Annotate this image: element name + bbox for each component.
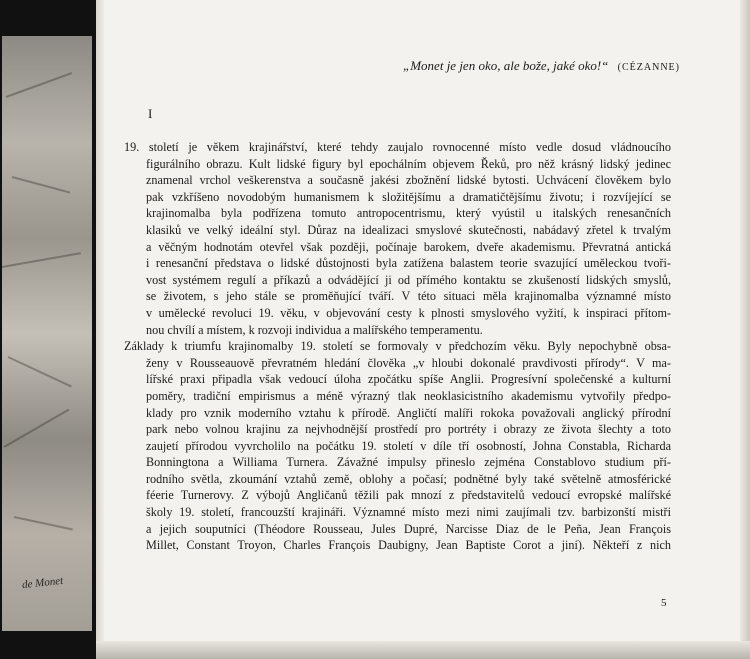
text-line: féerie Turnerovy. Z výbojů Angličanů těžili pak mnozí z představitelů vedoucí evropské malířské <box>146 488 671 503</box>
page-bottom-edge <box>96 641 750 659</box>
facing-page <box>0 0 96 659</box>
text-line: se životem, s jeho stále se proměňující tváří. V této situaci měla krajinomalba významné místo <box>146 289 671 304</box>
plate-stroke <box>4 409 70 448</box>
page-number: 5 <box>661 597 667 609</box>
epigraph-author: (CÉZANNE) <box>617 62 680 73</box>
plate-stroke <box>8 356 72 387</box>
plate-stroke <box>14 516 73 530</box>
text-line: rodního světla, zkoumání vztahů země, oblohy a počasí; podnětné byly také světelně atmosférické <box>146 471 671 486</box>
text-line: klasiků ve velký ideální styl. Důraz na idealizaci smyslové skutečnosti, nabádavý zřetel k trvalým <box>146 222 671 237</box>
body-text <box>124 139 671 554</box>
text-line: Bonningtona a Williama Turnera. Závažné impulsy přineslo zejména Constablovo studium pří- <box>146 455 671 470</box>
text-line: lířské praxi připadla však vedoucí úloha zpočátku spíše Anglii. Progresívní společenské a kulturní <box>146 372 671 387</box>
text-line: školy 19. století, francouzští krajináři. Významné místo mezi nimi zaujímali tzv. barbizonští mistři <box>146 505 671 520</box>
text-line: figurálního obrazu. Kult lidské figury byl epochálním objevem Řeků, pro něž krásný lidský jedinec <box>146 156 671 171</box>
plate-stroke <box>12 176 70 193</box>
text-line: nou chvílí a místem, k rozvoji individua a malířského temperamentu. <box>146 322 483 337</box>
text-line: a věčným hodnotám otevřel však později, počínaje barokem, dveře akademismu. Převratná antická <box>146 239 671 254</box>
text-line: i renesanční představa o lidské důstojnosti byla zatížena balastem teorie svazující uměleckou tvoři- <box>146 256 671 271</box>
page-edge <box>740 0 750 659</box>
illustration-plate <box>2 36 92 631</box>
text-line: 19. století je věkem krajinářství, které tehdy zaujalo rovnocenné místo vedle dosud vládnoucího <box>124 140 671 154</box>
text-line: v umělecké revoluci 19. věku, v objevování cesty k plnosti smyslového vyžití, k inspiraci přítom- <box>146 305 671 320</box>
epigraph <box>380 58 680 74</box>
text-line: ženy v Rousseauově převratném hledání člověka „v hloubi dokonalé pravdivosti přírody“. V ma- <box>146 355 671 370</box>
paragraph-2 <box>124 338 671 554</box>
section-number: I <box>148 106 153 121</box>
text-line: park nebo volnou krajinu za nejvhodnější prostředí pro portréty i obrazy ze života šlechty a toto <box>146 422 671 437</box>
text-line: Základy k triumfu krajinomalby 19. století se formovaly v předchozím věku. Byly nepochybně obsa- <box>124 339 671 354</box>
epigraph-quote: „Monet je jen oko, ale bože, jaké oko!“ <box>403 58 609 73</box>
text-line: vost systémem regulí a příkazů a odvádějící ji od přímého kontaktu se zkušeností lidských smyslů, <box>146 272 671 287</box>
plate-signature: de Monet <box>21 574 64 592</box>
text-line: zaujetí přírodou vyvrcholilo na počátku 19. století v díle tří osobností, Johna Constabla, Richarda <box>146 438 671 453</box>
text-line: krajinomalba byla podřízena tomuto antropocentrismu, který vyústil u italských renesančních <box>146 206 671 221</box>
text-line: znamenal vrchol veškerenstva a současně jakési zbožnění lidské bytosti. Uchvácení člověkem bylo <box>146 173 671 188</box>
book-gutter <box>96 0 104 659</box>
plate-stroke <box>6 72 72 98</box>
paragraph-1 <box>124 139 671 338</box>
text-line: a jejich souputníci (Théodore Rousseau, Jules Dupré, Narcisse Diaz de le Peña, Jean François <box>146 521 671 536</box>
text-line: pak vzkříšeno novodobým humanismem k složitějšímu a dramatičtějšímu životu; i rozvíjející se <box>146 189 671 204</box>
plate-stroke <box>2 252 81 268</box>
text-line: poměry, tradiční empirismus a méně výrazný tlak neoklasicistního akademismu vytvořily předpo- <box>146 388 671 403</box>
text-line: Millet, Constant Troyon, Charles François Daubigny, Jean Baptiste Corot a jiní). Někteří z nich <box>146 538 671 553</box>
text-line: klady pro vznik moderního vztahu k přírodě. Angličtí malíři rokoka považovali anglický přírodní <box>146 405 671 420</box>
